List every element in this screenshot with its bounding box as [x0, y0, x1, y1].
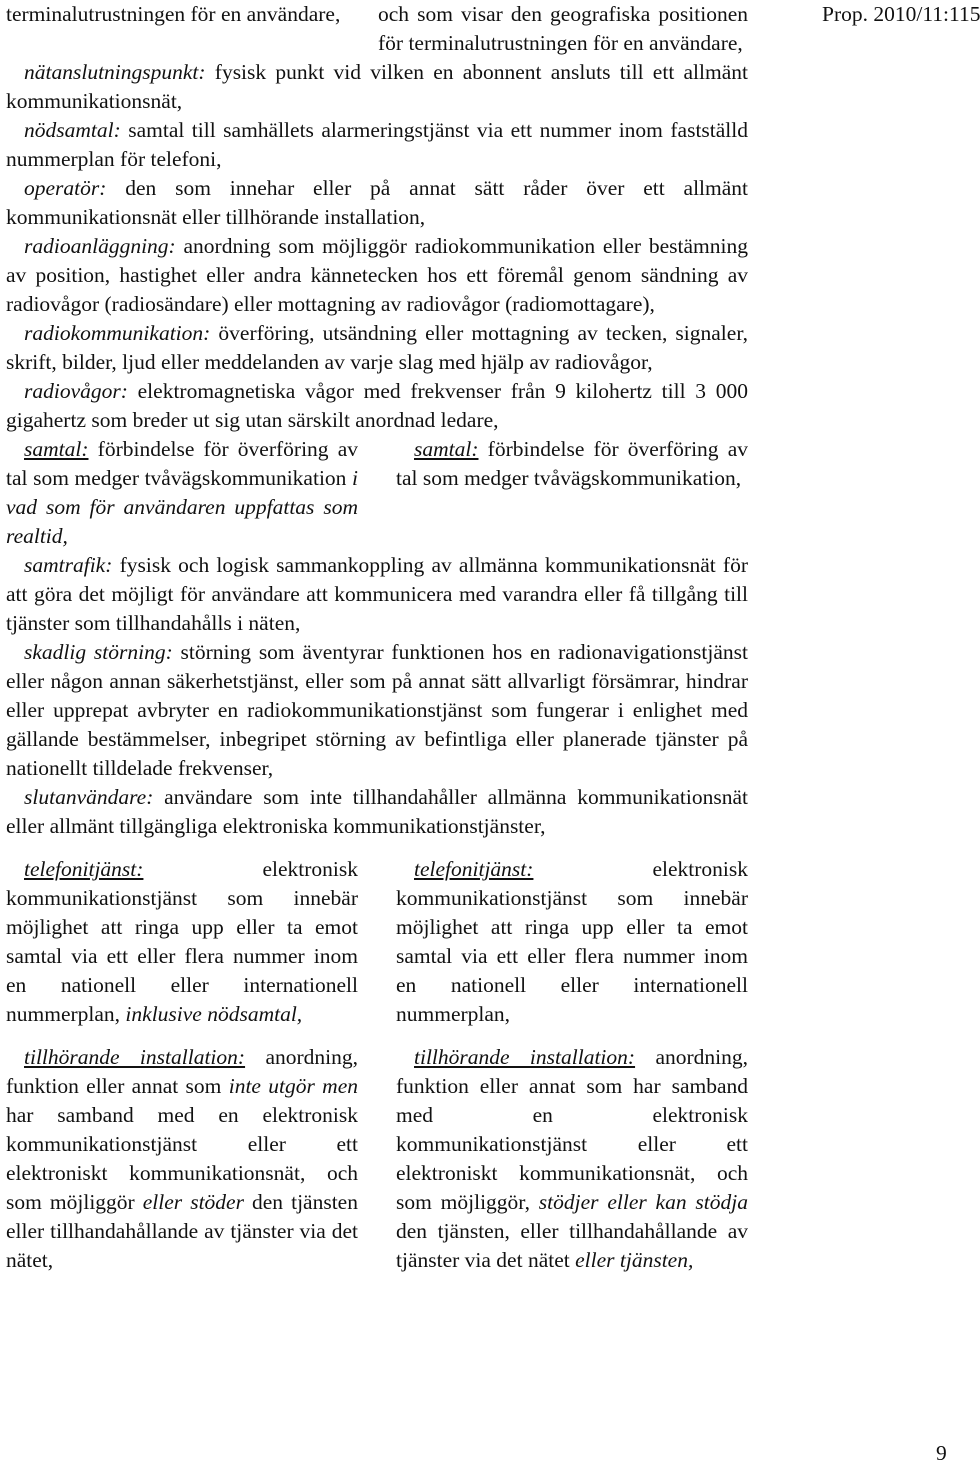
comparison-samtal — [6, 435, 748, 551]
page-number: 9 — [936, 1441, 947, 1465]
definition-text: fysisk och logisk sammankoppling av allmänna kommunikationsnät för att göra det möjligt för användare att kommunicera med varandra eller få tillgång till tjänster som tillhandahålls i näten, — [6, 553, 748, 635]
right-column-text — [396, 435, 748, 551]
definition-samtrafik — [6, 551, 748, 638]
definition-text: förbindelse för överföring av tal som medger tvåvägskommunikation, — [396, 437, 748, 490]
comparison-top — [6, 0, 748, 58]
definition-term: radiokommunikation: — [24, 321, 211, 345]
definition-amendment: eller tjänsten, — [575, 1248, 694, 1272]
definition-text: anordning, funktion eller annat som har samband med en elektronisk kommunikationstjänst eller ett elektroniskt kommunikationsnät, och som möjliggör, — [396, 1045, 748, 1214]
definition-term: telefonitjänst: — [414, 857, 534, 881]
definition-term: samtal: — [414, 437, 479, 461]
definition-text: elektromagnetiska vågor med frekvenser från 9 kilohertz till 3 000 gigahertz som breder ut sig utan särskilt anordnad ledare, — [6, 379, 748, 432]
definition-skadlig-storning — [6, 638, 748, 783]
definition-natanslutningspunkt — [6, 58, 748, 116]
definition-text: anordning, funktion eller annat som — [6, 1045, 358, 1098]
definition-amendment: inte utgör men — [228, 1074, 358, 1098]
definition-text: den som innehar eller på annat sätt råder över ett allmänt kommunikationsnät eller tillhörande installation, — [6, 176, 748, 229]
right-column-text — [396, 1043, 748, 1275]
left-column-text — [6, 1043, 358, 1275]
definition-text: överföring, utsändning eller mottagning av tecken, signaler, skrift, bilder, ljud eller meddelanden av varje slag med hjälp av radiovågor, — [6, 321, 748, 374]
definition-text: störning som äventyrar funktionen hos en radionavigationstjänst eller någon annan säkerhetstjänst, eller som på annat sätt allvarligt försämrar, hindrar eller upprepat avbryter en radiokommunikationstjänst som fungerar i enlighet med gällande bestämmelser, inbegripet störning av befintliga eller planerade tjänster på nationellt tilldelade frekvenser, — [6, 640, 748, 780]
definition-term: radioanläggning: — [24, 234, 176, 258]
definition-amendment: i vad som för användaren uppfattas som realtid, — [6, 466, 358, 548]
definition-term: telefonitjänst: — [24, 857, 144, 881]
definition-text: den tjänsten eller tillhandahållande av tjänster via det nätet, — [6, 1190, 358, 1272]
right-column-text: och som visar den geografiska positionen för terminalutrustningen för en användare, — [378, 2, 748, 55]
definition-term: samtal: — [24, 437, 89, 461]
comparison-tillhorande-installation — [6, 1043, 748, 1275]
left-column-text — [6, 435, 358, 551]
definition-radiokommunikation — [6, 319, 748, 377]
definition-amendment: inklusive nödsamtal, — [125, 1002, 303, 1026]
left-column-text: terminalutrustningen för en användare, — [6, 2, 341, 26]
definition-term: samtrafik: — [24, 553, 113, 577]
definition-nodsamtal — [6, 116, 748, 174]
definition-term: tillhörande installation: — [24, 1045, 246, 1069]
definition-text: förbindelse för överföring av tal som medger tvåvägskommunikation — [6, 437, 358, 490]
left-column-text — [6, 855, 358, 1029]
definition-slutanvandare — [6, 783, 748, 841]
definition-text: samtal till samhällets alarmeringstjänst via ett nummer inom fastställd nummerplan för telefoni, — [6, 118, 748, 171]
definition-text: har samband med en elektronisk kommunikationstjänst eller ett elektroniskt kommunikationsnät, och som möjliggör — [6, 1103, 358, 1214]
definition-text: användare som inte tillhandahåller allmänna kommunikationsnät eller allmänt tillgängliga elektroniska kommunikationstjänster, — [6, 785, 748, 838]
definition-term: nödsamtal: — [24, 118, 121, 142]
definition-operator — [6, 174, 748, 232]
definition-term: nätanslutningspunkt: — [24, 60, 206, 84]
comparison-telefonitjanst — [6, 855, 748, 1029]
definition-text: elektronisk kommunikationstjänst som innebär möjlighet att ringa upp eller ta emot samtal via ett eller flera nummer inom en nationell eller internationell nummerplan, — [6, 857, 358, 1026]
definition-text: den tjänsten, eller tillhandahållande av tjänster via det nätet — [396, 1219, 748, 1272]
definition-radioanlaggning — [6, 232, 748, 319]
definition-term: operatör: — [24, 176, 107, 200]
definition-text: anordning som möjliggör radiokommunikation eller bestämning av position, hastighet eller andra kännetecken hos ett föremål genom sändning av radiovågor (radiosändare) eller mottagning av radiovågor (radiomottagare), — [6, 234, 748, 316]
definition-term: radiovågor: — [24, 379, 128, 403]
proposition-reference: Prop. 2010/11:115 — [822, 2, 980, 26]
document-page — [6, 0, 748, 1275]
definition-term: skadlig störning: — [24, 640, 173, 664]
right-column-text — [396, 855, 748, 1029]
definition-term: slutanvändare: — [24, 785, 154, 809]
definition-term: tillhörande installation: — [414, 1045, 636, 1069]
definition-text: fysisk punkt vid vilken en abonnent ansluts till ett allmänt kommunikationsnät, — [6, 60, 748, 113]
definition-radiovagor — [6, 377, 748, 435]
definition-amendment: eller stöder — [142, 1190, 244, 1214]
definition-text: elektronisk kommunikationstjänst som innebär möjlighet att ringa upp eller ta emot samtal via ett eller flera nummer inom en nationell eller internationell nummerplan, — [396, 857, 748, 1026]
definition-amendment: stödjer eller kan stödja — [538, 1190, 748, 1214]
